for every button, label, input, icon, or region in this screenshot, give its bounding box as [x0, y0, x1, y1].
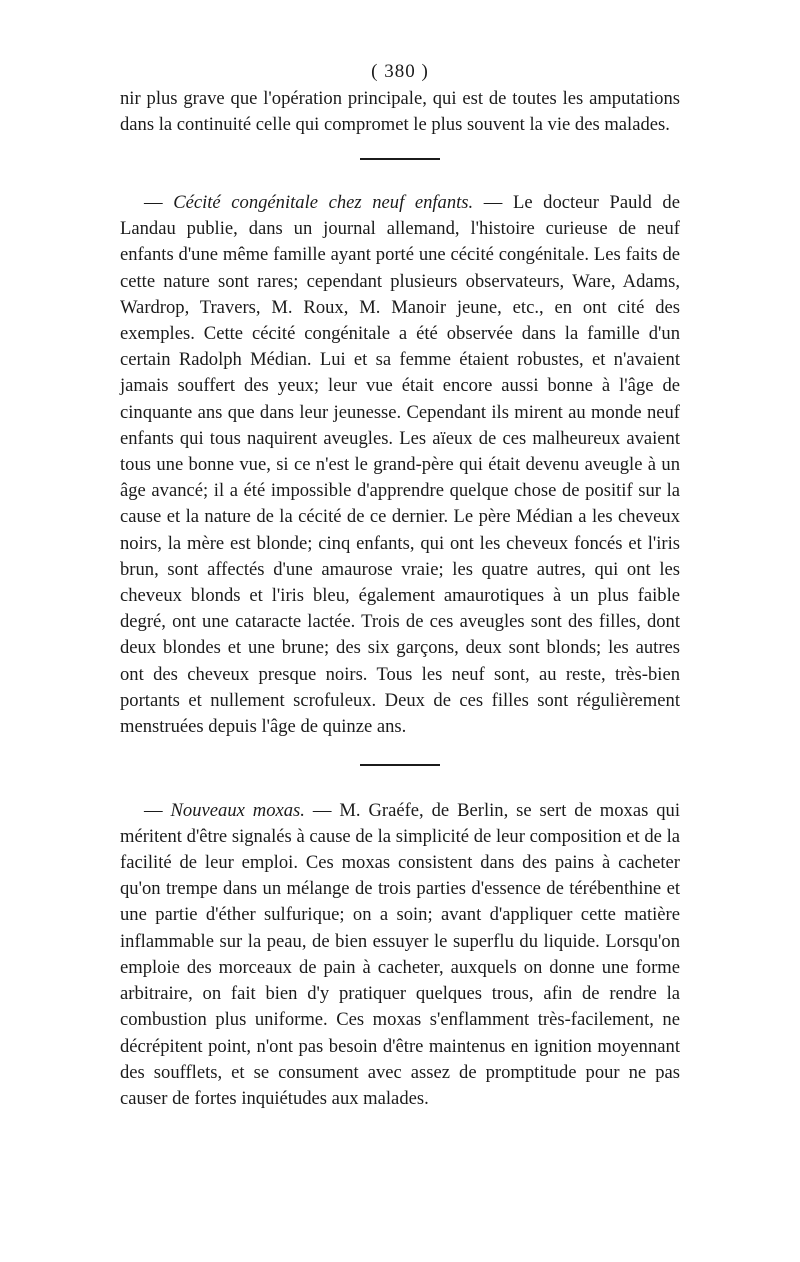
paragraph-text: — Le docteur Pauld de Landau publie, dans un journal allemand, l'histoire curieuse de neuf enfants d'une même famille ayant porté une cécité congénitale. Les faits de cette nature sont rares; cependant plusieurs observateurs, Ware, Adams, Wardrop, Travers, M. Roux, M. Manoir jeune, etc., en ont cité des exemples. Cette cécité congénitale a été observée dans la famille d'un certain Radolph Médian. Lui et sa femme étaient robustes, et n'avaient jamais souffert des yeux; leur vue était encore aussi bonne à l'âge de cinquante ans que dans leur jeunesse. Cependant ils mirent au monde neuf enfants qui tous naquirent aveugles. Les aïeux de ces malheureux avaient tous une bonne vue, si ce n'est le grand-père qui était devenu aveugle à un âge avancé; il a été impossible d'apprendre quelque chose de positif sur la cause et la nature de la cécité de ce dernier. Le père Médian a les cheveux noirs, la mère est blonde; cinq enfants, qui ont les cheveux foncés et l'iris brun, sont affectés d'une amaurose vraie; les quatre autres, qui ont les cheveux blonds et l'iris bleu, également amaurotiques à un plus faible degré, ont une cataracte lactée. Trois de ces aveugles sont des filles, dont deux blondes et une brune; des six garçons, deux sont blonds; les autres ont des cheveux presque noirs. Tous les neuf sont, au reste, très-bien portants et nullement scrofuleux. Deux de ces filles sont régulièrement menstruées depuis l'âge de quinze ans. — [120, 191, 680, 737]
paragraph-moxas — [120, 798, 680, 1112]
paragraph-continuation — [120, 86, 680, 138]
paragraph-cecite — [120, 190, 680, 740]
section-title-cecite: Cécité congénitale chez neuf enfants. — [173, 191, 474, 213]
page-number: ( 380 ) — [371, 61, 429, 82]
section-divider — [360, 158, 440, 160]
paragraph-lead-dash: — — [144, 799, 171, 821]
section-divider — [360, 764, 440, 766]
section-title-moxas: Nouveaux moxas. — [170, 799, 305, 821]
paragraph-text: — M. Graéfe, de Berlin, se sert de moxas qui méritent d'être signalés à cause de la simplicité de leur composition et de la facilité de leur emploi. Ces moxas consistent dans des pains à cacheter qu'on trempe dans un mélange de trois parties d'essence de térébenthine et une partie d'éther sulfurique; on a soin; avant d'appliquer cette matière inflammable sur la peau, de bien essuyer le superflu du liquide. Lorsqu'on emploie des morceaux de pain à cacheter, auxquels on donne une forme arbitraire, on fait bien d'y pratiquer quelques trous, afin de rendre la combustion plus uniforme. Ces moxas s'enflamment très-facilement, ne décrépitent point, n'ont pas besoin d'être maintenus en ignition moyennant des soufflets, et se consument avec assez de promptitude pour ne pas causer de fortes inquiétudes aux malades. — [120, 799, 681, 1109]
book-page — [120, 60, 680, 1112]
paragraph-lead-dash: — — [144, 191, 174, 213]
paragraph-text: nir plus grave que l'opération principale, qui est de toutes les amputations dans la continuité celle qui compromet le plus souvent la vie des malades. — [120, 88, 680, 136]
